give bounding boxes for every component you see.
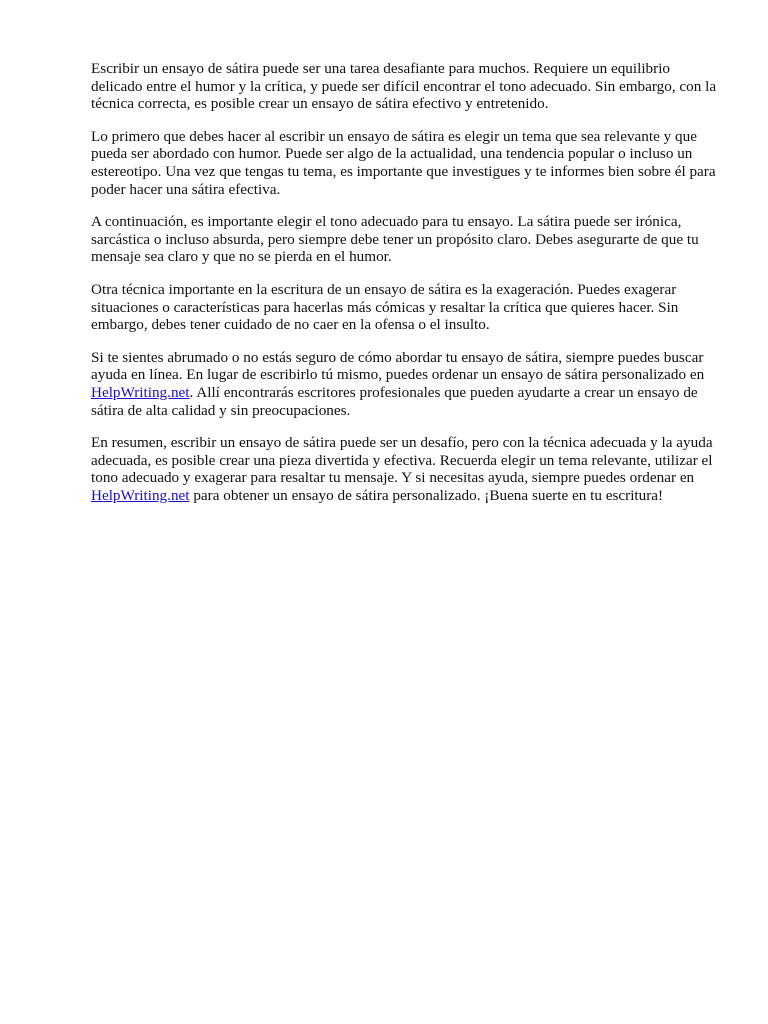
document-body: [91, 60, 721, 519]
paragraph-intro: Escribir un ensayo de sátira puede ser una tarea desafiante para muchos. Requiere un equilibrio delicado entre el humor y la crítica, y puede ser difícil encontrar el tono adecuado. Sin embargo, con la técnica correcta, es posible crear un ensayo de sátira efectivo y entretenido.: [91, 60, 717, 113]
paragraph-online-help-text-start: Si te sientes abrumado o no estás seguro de cómo abordar tu ensayo de sátira, siempre puedes buscar ayuda en línea. En lugar de escribirlo tú mismo, puedes ordenar un ensayo de sátira personalizado en: [91, 348, 705, 384]
helpwriting-link[interactable]: HelpWriting.net: [91, 383, 190, 401]
paragraph-tone: A continuación, es importante elegir el tono adecuado para tu ensayo. La sátira puede ser irónica, sarcástica o incluso absurda, pero siempre debe tener un propósito claro. Debes asegurarte de que tu mensaje sea claro y que no se pierda en el humor.: [91, 213, 699, 266]
helpwriting-link-summary[interactable]: HelpWriting.net: [91, 486, 190, 504]
paragraph-choose-topic: Lo primero que debes hacer al escribir un ensayo de sátira es elegir un tema que sea relevante y que pueda ser abordado con humor. Puede ser algo de la actualidad, una tendencia popular o incluso un estereotipo. Una vez que tengas tu tema, es importante que investigues y te informes bien sobre él para poder hacer una sátira efectiva.: [91, 127, 716, 198]
paragraph-online-help: [91, 349, 721, 419]
paragraph-summary-text-start: En resumen, escribir un ensayo de sátira puede ser un desafío, pero con la técnica adecuada y la ayuda adecuada, es posible crear una pieza divertida y efectiva. Recuerda elegir un tema relevante, utilizar el tono adecuado y exagerar para resaltar tu mensaje. Y si necesitas ayuda, siempre puedes ordenar en: [91, 434, 713, 487]
paragraph-summary-text-end: para obtener un ensayo de sátira personalizado. ¡Buena suerte en tu escritura!: [189, 486, 664, 504]
paragraph-exaggeration: Otra técnica importante en la escritura de un ensayo de sátira es la exageración. Puedes exagerar situaciones o características para hacerlas más cómicas y resaltar la crítica que quieres hacer. Sin embargo, debes tener cuidado de no caer en la ofensa o el insulto.: [91, 280, 679, 334]
paragraph-summary: [91, 434, 721, 504]
paragraph-online-help-text-end: . Allí encontrarás escritores profesionales que pueden ayudarte a crear un ensayo de sátira de alta calidad y sin preocupaciones.: [91, 383, 698, 419]
